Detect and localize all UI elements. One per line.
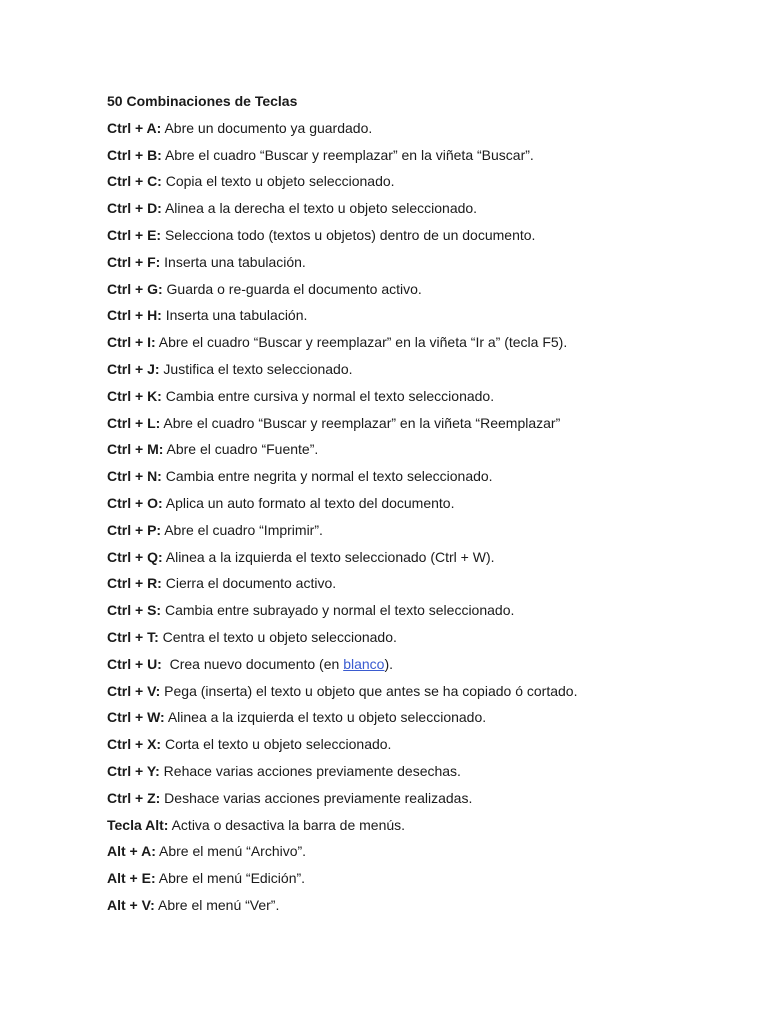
document-page: [107, 88, 747, 919]
shortcut-description: Rehace varias acciones previamente desechas.: [159, 762, 461, 779]
shortcut-description: Abre el cuadro “Buscar y reemplazar” en la viñeta “Buscar”.: [161, 146, 534, 163]
shortcut-row: [107, 517, 747, 544]
shortcut-row: [107, 356, 747, 383]
shortcut-key: Ctrl + K:: [107, 387, 162, 404]
shortcut-key: Ctrl + V:: [107, 682, 161, 699]
shortcut-row: [107, 704, 747, 731]
shortcut-row: [107, 597, 747, 624]
shortcut-description: Abre el cuadro “Fuente”.: [163, 441, 319, 458]
shortcut-row: [107, 302, 747, 329]
shortcut-description: Inserta una tabulación.: [161, 307, 308, 324]
shortcut-description: Crea nuevo documento (en: [161, 655, 344, 672]
shortcut-key: Ctrl + A:: [107, 119, 162, 136]
shortcut-key: Ctrl + P:: [107, 521, 162, 538]
shortcut-row: [107, 115, 747, 142]
blanco-link[interactable]: blanco: [343, 655, 385, 672]
shortcut-description: Cierra el documento activo.: [161, 575, 337, 592]
shortcut-description: Cambia entre cursiva y normal el texto seleccionado.: [161, 387, 495, 404]
shortcut-key: Ctrl + I:: [107, 334, 156, 351]
shortcut-description: Activa o desactiva la barra de menús.: [168, 816, 406, 833]
shortcut-key: Alt + E:: [107, 870, 156, 887]
shortcut-key: Ctrl + H:: [107, 307, 162, 324]
shortcut-description: Copia el texto u objeto seleccionado.: [161, 173, 395, 190]
shortcut-key: Ctrl + M:: [107, 441, 164, 458]
shortcut-description: Pega (inserta) el texto u objeto que antes se ha copiado ó cortado.: [160, 682, 578, 699]
shortcut-row: [107, 195, 747, 222]
shortcut-key: Ctrl + X:: [107, 736, 162, 753]
shortcut-description: Abre el cuadro “Buscar y reemplazar” en la viñeta “Ir a” (tecla F5).: [155, 334, 568, 351]
shortcut-row: [107, 838, 747, 865]
shortcut-description: Centra el texto u objeto seleccionado.: [158, 628, 397, 645]
shortcut-row: [107, 490, 747, 517]
shortcut-description: Selecciona todo (textos u objetos) dentro de un documento.: [161, 226, 536, 243]
shortcut-row: [107, 222, 747, 249]
shortcut-row: [107, 624, 747, 651]
shortcut-description: Aplica un auto formato al texto del documento.: [162, 494, 455, 511]
shortcut-description: Alinea a la izquierda el texto seleccionado (Ctrl + W).: [162, 548, 495, 565]
shortcut-key: Ctrl + C:: [107, 173, 162, 190]
shortcut-key: Ctrl + Y:: [107, 762, 160, 779]
shortcut-description: Abre un documento ya guardado.: [161, 119, 373, 136]
shortcut-description: Abre el cuadro “Imprimir”.: [161, 521, 323, 538]
shortcut-description: Deshace varias acciones previamente realizadas.: [160, 789, 473, 806]
shortcut-row: [107, 168, 747, 195]
shortcut-row: [107, 463, 747, 490]
shortcut-row: [107, 892, 747, 919]
shortcut-row: [107, 329, 747, 356]
shortcut-key: Ctrl + Z:: [107, 789, 161, 806]
document-title: 50 Combinaciones de Teclas: [107, 93, 298, 109]
shortcut-key: Ctrl + L:: [107, 414, 161, 431]
shortcut-row: [107, 436, 747, 463]
shortcut-key: Ctrl + T:: [107, 628, 159, 645]
shortcut-key: Ctrl + J:: [107, 360, 160, 377]
shortcut-row: [107, 678, 747, 705]
shortcut-key: Ctrl + R:: [107, 575, 162, 592]
shortcut-key: Ctrl + W:: [107, 709, 165, 726]
shortcut-row: [107, 865, 747, 892]
shortcut-description-end: ).: [384, 655, 394, 672]
shortcut-key: Ctrl + Q:: [107, 548, 163, 565]
shortcut-description: Corta el texto u objeto seleccionado.: [161, 736, 392, 753]
shortcut-description: Alinea a la izquierda el texto u objeto seleccionado.: [164, 709, 487, 726]
shortcut-description: Abre el menú “Ver”.: [154, 896, 280, 913]
shortcut-key: Ctrl + B:: [107, 146, 162, 163]
shortcut-row: [107, 812, 747, 839]
shortcut-key: Ctrl + N:: [107, 468, 162, 485]
shortcut-row: [107, 731, 747, 758]
shortcut-description: Abre el menú “Archivo”.: [155, 843, 307, 860]
shortcut-key: Ctrl + S:: [107, 602, 162, 619]
shortcut-row: [107, 544, 747, 571]
shortcut-row: [107, 276, 747, 303]
shortcut-row: [107, 410, 747, 437]
shortcut-row: [107, 758, 747, 785]
shortcut-list: [107, 115, 747, 919]
shortcut-description: Abre el cuadro “Buscar y reemplazar” en la viñeta “Reemplazar”: [160, 414, 561, 431]
shortcut-key: Alt + V:: [107, 896, 155, 913]
shortcut-key: Tecla Alt:: [107, 816, 169, 833]
shortcut-description: Alinea a la derecha el texto u objeto seleccionado.: [161, 200, 478, 217]
shortcut-key: Ctrl + O:: [107, 494, 163, 511]
shortcut-row: [107, 570, 747, 597]
shortcut-description: Cambia entre negrita y normal el texto seleccionado.: [161, 468, 493, 485]
shortcut-row: [107, 142, 747, 169]
shortcut-row: [107, 383, 747, 410]
shortcut-row: [107, 785, 747, 812]
shortcut-key: Ctrl + E:: [107, 226, 162, 243]
shortcut-description: Cambia entre subrayado y normal el texto seleccionado.: [161, 602, 515, 619]
shortcut-row: [107, 249, 747, 276]
shortcut-key: Ctrl + F:: [107, 253, 161, 270]
shortcut-key: Ctrl + U:: [107, 655, 162, 672]
shortcut-description: Justifica el texto seleccionado.: [159, 360, 353, 377]
shortcut-key: Alt + A:: [107, 843, 156, 860]
shortcut-key: Ctrl + D:: [107, 200, 162, 217]
shortcut-description: Guarda o re-guarda el documento activo.: [162, 280, 422, 297]
shortcut-key: Ctrl + G:: [107, 280, 163, 297]
shortcut-description: Abre el menú “Edición”.: [155, 870, 306, 887]
shortcut-row: [107, 651, 747, 678]
shortcut-description: Inserta una tabulación.: [160, 253, 306, 270]
